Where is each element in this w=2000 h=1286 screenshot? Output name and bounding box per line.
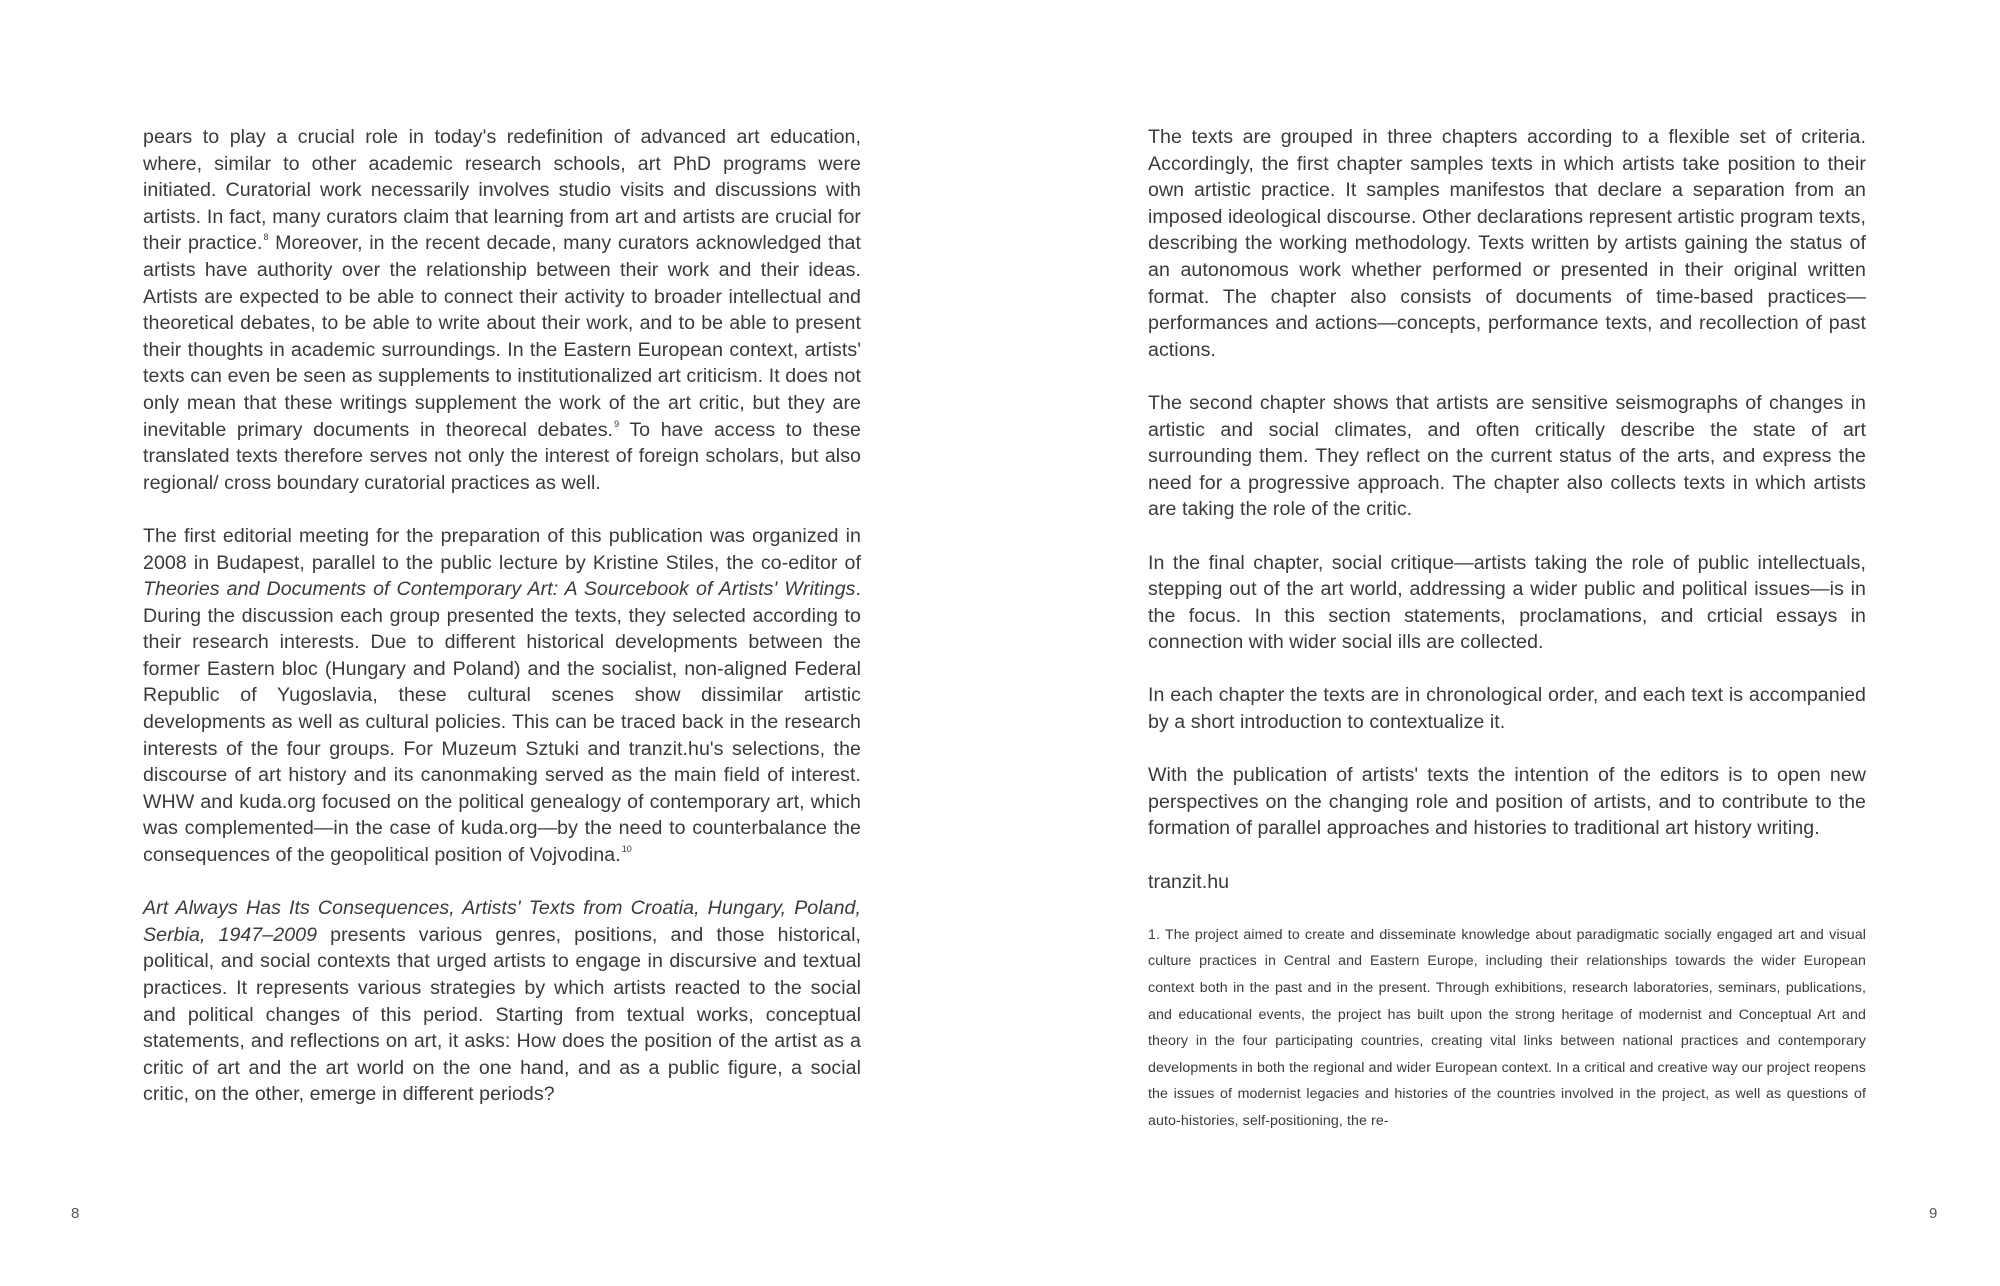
paragraph: In each chapter the texts are in chronological order, and each text is accompanied by a short introduction to contextualize it. [1148, 684, 1866, 734]
footnote-reference[interactable]: 10 [621, 844, 632, 855]
paragraph: The second chapter shows that artists are sensitive seismographs of changes in artistic and social climates, and often critically describe the state of art surrounding them. They reflect on the current status of the arts, and express the need for a progressive approach. The chapter also collects texts in which artists are taking the role of the critic. [1148, 391, 1866, 521]
book-title: Art Always Has Its Consequences, Artists' Texts from Croatia, Hungary, Poland, Serbia, 1947–2009 [143, 897, 861, 946]
book-title: Theories and Documents of Contemporary Art: A Sourcebook of Artists' Writings [143, 578, 856, 601]
paragraph-text: presents various genres, positions, and those historical, political, and social contexts that urged artists to engage in discursive and textual practices. It represents various strategies by which artists reacted to the social and political changes of this period. Starting from textual works, conceptual statements, and reflections on art, it asks: How does the position of the artist as a critic of art and the art world on the one hand, and as a public figure, a social critic, on the other, emerge in different periods? [143, 923, 861, 1106]
paragraph: The texts are grouped in three chapters according to a flexible set of criteria. Accordingly, the first chapter samples texts in which artists take position to their own artistic practice. It samples manifestos that declare a separation from an imposed ideological discourse. Other declarations represent artistic program texts, describing the working methodology. Texts written by artists gaining the status of an autonomous work whether performed or presented in their original written format. The chapter also consists of documents of time-based practices—performances and actions—concepts, performance texts, and recollection of past actions. [1148, 126, 1866, 361]
page-number: 9 [1929, 1205, 1938, 1222]
paragraph-text: The first editorial meeting for the preparation of this publication was organized in 2008 in Budapest, parallel to the public lecture by Kristine Stiles, the co-editor of [143, 524, 861, 574]
right-page-body [1148, 124, 1866, 1161]
footnote: 1. The project aimed to create and disseminate knowledge about paradigmatic socially engaged art and visual culture practices in Central and Eastern Europe, including their relationships towards the wider European context both in the past and in the present. Through exhibitions, research laboratories, seminars, publications, and educational events, the project has built upon the strong heritage of modernist and Conceptual Art and theory in the four participating countries, creating vital links between national practices and contemporary developments in both the regional and wider European context. In a critical and creative way our project reopens the issues of modernist legacies and histories of the countries involved in the project, as well as questions of auto-histories, self-positioning, the re- [1148, 926, 1866, 1129]
signature: tranzit.hu [1148, 870, 1230, 893]
paragraph-text: To have access to these translated texts therefore serves not only the interest of foreign scholars, but also regional/ cross boundary curatorial practices as well. [143, 418, 861, 494]
paragraph-text: . During the discussion each group presented the texts, they selected according to their research interests. Due to different historical developments between the former Eastern bloc (Hungary and Poland) and the socialist, non-aligned Federal Republic of Yugoslavia, these cultural scenes show dissimilar artistic developments as well as cultural policies. This can be traced back in the research interests of the four groups. For Muzeum Sztuki and tranzit.hu's selections, the discourse of art history and its canonmaking served as the main field of interest. WHW and kuda.org focused on the political genealogy of contemporary art, which was complemented—in the case of kuda.org—by the need to counterbalance the consequences of the geopolitical position of Vojvodina. [143, 578, 861, 867]
paragraph: With the publication of artists' texts the intention of the editors is to open new perspectives on the changing role and position of artists, and to contribute to the formation of parallel approaches and histories to traditional art history writing. [1148, 764, 1866, 840]
left-page-body [143, 124, 861, 1135]
paragraph [143, 124, 861, 496]
paragraph-text: Moreover, in the recent decade, many curators acknowledged that artists have authority over the relationship between their work and their ideas. Artists are expected to be able to connect their activity to broader intellectual and theoretical debates, to be able to write about their work, and to be able to present their thoughts in academic surroundings. In the Eastern European context, artists' texts can even be seen as supplements to institutionalized art criticism. It does not only mean that these writings supplement the work of the art critic, but they are inevitable primary documents in theorecal debates. [143, 232, 861, 441]
right-page [1000, 0, 2000, 1286]
paragraph [143, 523, 861, 869]
footnote-reference[interactable]: 9 [614, 418, 620, 429]
footnote-reference[interactable]: 8 [263, 232, 269, 243]
paragraph-text: pears to play a crucial role in today's redefinition of advanced art education, where, similar to other academic research schools, art PhD programs were initiated. Curatorial work necessarily involves studio visits and discussions with artists. In fact, many curators claim that learning from art and artists are crucial for their practice. [143, 126, 861, 255]
page-number: 8 [71, 1205, 80, 1222]
paragraph [143, 895, 861, 1108]
paragraph: In the final chapter, social critique—artists taking the role of public intellectuals, stepping out of the art world, addressing a wider public and political issues—is in the focus. In this section statements, proclamations, and crticial essays in connection with wider social ills are collected. [1148, 551, 1866, 654]
